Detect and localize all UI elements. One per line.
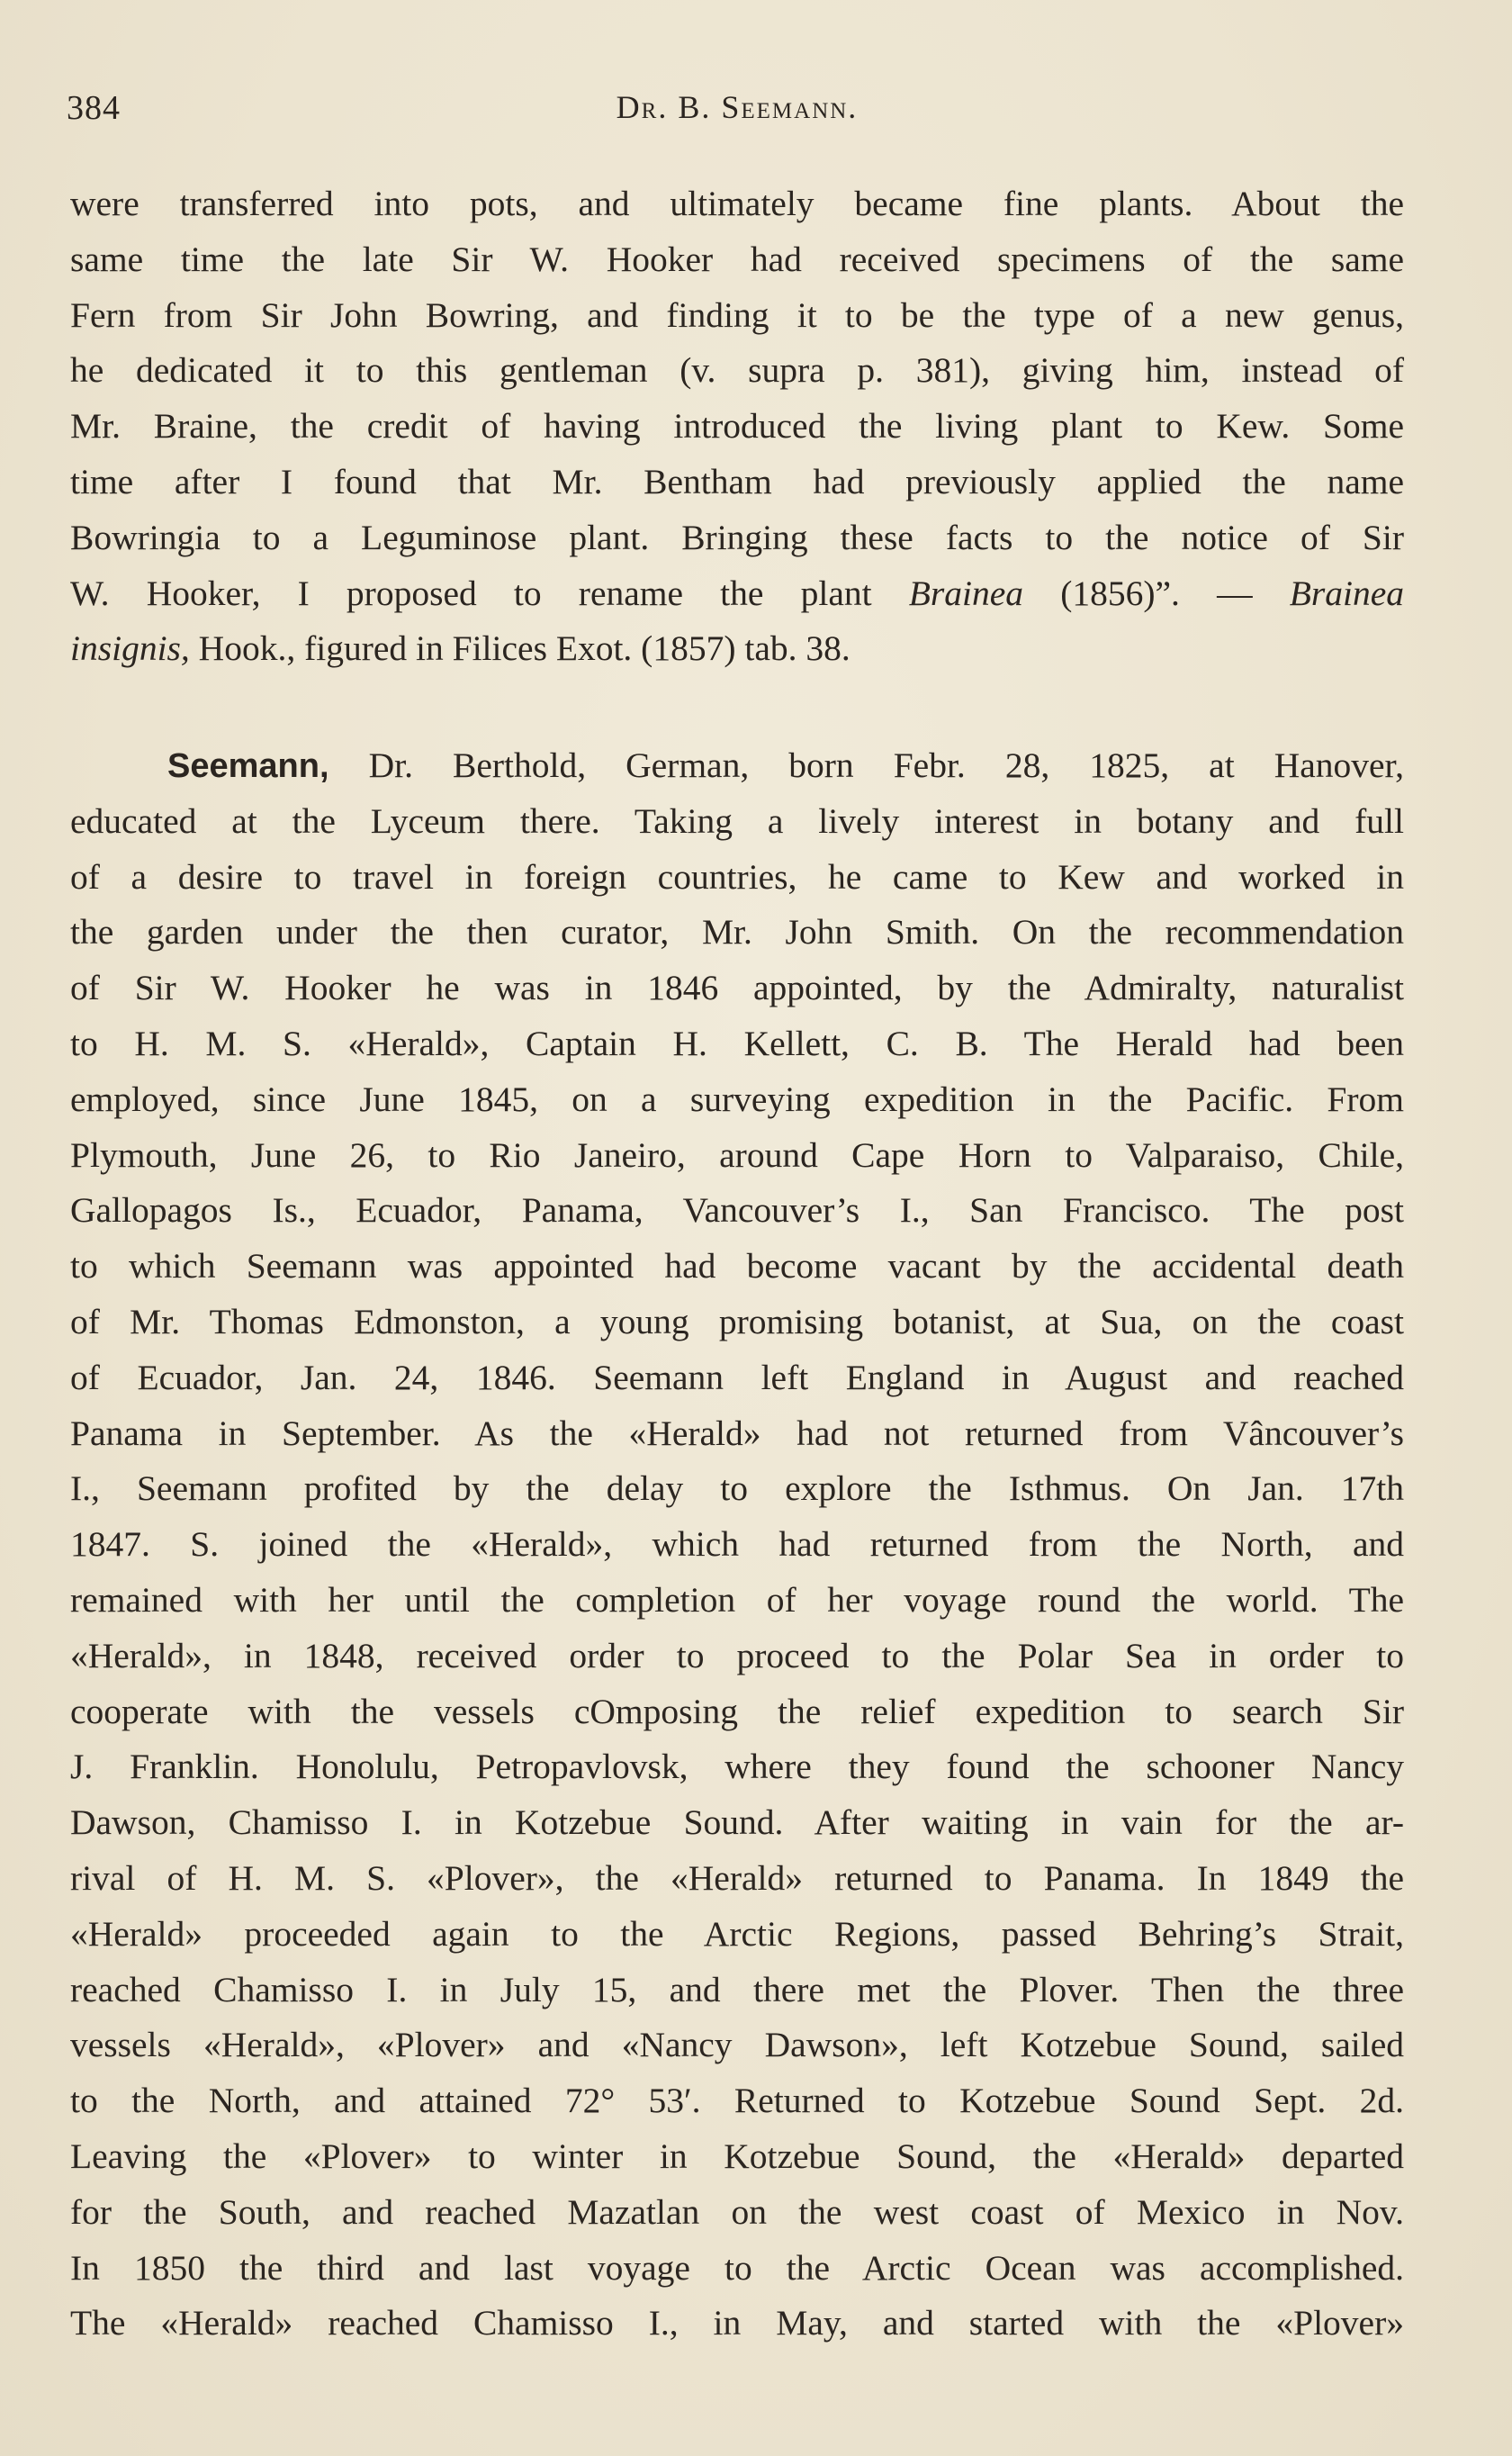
text-line: «Herald» proceeded again to the Arctic Regions, passed Behring’s Strait, xyxy=(70,1913,1404,1954)
text-line: Gallopagos Is., Ecuador, Panama, Vancouver’s I., San Francisco. The post xyxy=(70,1190,1404,1231)
paragraph-seemann-entry xyxy=(70,738,1404,2352)
text-line: of Mr. Thomas Edmonston, a young promising botanist, at Sua, on the coast xyxy=(70,1301,1404,1341)
text-line: of Ecuador, Jan. 24, 1846. Seemann left England in August and reached xyxy=(70,1357,1404,1397)
text-line: remained with her until the completion of her voyage round the world. The xyxy=(70,1579,1404,1620)
text-line: I., Seemann profited by the delay to explore the Isthmus. On Jan. 17th xyxy=(70,1468,1404,1509)
running-title: Dr. B. Seemann. xyxy=(616,89,859,125)
paragraph-braine xyxy=(70,176,1404,677)
genus-name-italic: Brainea xyxy=(1289,573,1405,613)
text-line: Leaving the «Plover» to winter in Kotzebue Sound, the «Herald» departed xyxy=(70,2135,1404,2176)
text-line: cooperate with the vessels cOmposing the relief expedition to search Sir xyxy=(70,1691,1404,1731)
species-name-italic: insignis, xyxy=(70,628,190,669)
text-line: time after I found that Mr. Bentham had previously applied the name xyxy=(70,461,1404,501)
text-line: for the South, and reached Mazatlan on the west coast of Mexico in Nov. xyxy=(70,2191,1404,2232)
entry-name: Seemann, xyxy=(167,747,329,785)
text-run: W. Hooker, I proposed to rename the plant xyxy=(70,573,909,613)
text-line xyxy=(70,621,1404,677)
text-line: Panama in September. As the «Herald» had not returned from Vâncouver’s xyxy=(70,1413,1404,1453)
page-number: 384 xyxy=(67,89,121,127)
text-line: to which Seemann was appointed had become vacant by the accidental death xyxy=(70,1246,1404,1287)
text-line: Fern from Sir John Bowring, and finding it to be the type of a new genus, xyxy=(70,294,1404,335)
text-run: Hook., figured in Filices Exot. (1857) tab. 38. xyxy=(189,628,850,669)
text-line: were transferred into pots, and ultimately became fine plants. About the xyxy=(70,184,1404,223)
text-line: of a desire to travel in foreign countries, he came to Kew and worked in xyxy=(70,856,1404,897)
text-line: Bowringia to a Leguminose plant. Bringing these facts to the notice of Sir xyxy=(70,517,1404,557)
text-line: The «Herald» reached Chamisso I., in May, and started with the «Plover» xyxy=(70,2303,1404,2343)
text-run: Dr. Berthold, German, born Febr. 28, 1825, at Hanover, xyxy=(328,745,1404,785)
text-line: In 1850 the third and last voyage to the Arctic Ocean was accomplished. xyxy=(70,2247,1404,2288)
text-line: rival of H. M. S. «Plover», the «Herald» returned to Panama. In 1849 the xyxy=(70,1857,1404,1898)
text-line: to the North, and attained 72° 53′. Returned to Kotzebue Sound Sept. 2d. xyxy=(70,2081,1404,2121)
text-line: he dedicated it to this gentleman (v. supra p. 381), giving him, instead of xyxy=(70,350,1404,391)
text-line: Dawson, Chamisso I. in Kotzebue Sound. After waiting in vain for the ar- xyxy=(70,1802,1404,1843)
text-line: Plymouth, June 26, to Rio Janeiro, around Cape Horn to Valparaiso, Chile, xyxy=(70,1134,1404,1175)
text-line: to H. M. S. «Herald», Captain H. Kellett, C. B. The Herald had been xyxy=(70,1023,1404,1063)
text-line xyxy=(70,566,1404,622)
text-line: J. Franklin. Honolulu, Petropavlovsk, where they found the schooner Nancy xyxy=(70,1747,1404,1787)
running-head xyxy=(67,88,1408,139)
text-run: (1856)”. — xyxy=(1023,573,1290,613)
text-line: «Herald», in 1848, received order to proceed to the Polar Sea in order to xyxy=(70,1635,1404,1675)
text-line: educated at the Lyceum there. Taking a lively interest in botany and full xyxy=(70,800,1404,841)
text-line xyxy=(70,738,1404,794)
text-line: Mr. Braine, the credit of having introduced the living plant to Kew. Some xyxy=(70,406,1404,447)
text-line: 1847. S. joined the «Herald», which had returned from the North, and xyxy=(70,1524,1404,1565)
text-line: employed, since June 1845, on a surveying expedition in the Pacific. From xyxy=(70,1079,1404,1119)
text-line: vessels «Herald», «Plover» and «Nancy Dawson», left Kotzebue Sound, sailed xyxy=(70,2025,1404,2065)
text-line: same time the late Sir W. Hooker had received specimens of the same xyxy=(70,239,1404,279)
text-line: reached Chamisso I. in July 15, and there met the Plover. Then the three xyxy=(70,1969,1404,2009)
text-line: of Sir W. Hooker he was in 1846 appointed, by the Admiralty, naturalist xyxy=(70,968,1404,1008)
text-line: the garden under the then curator, Mr. John Smith. On the recommendation xyxy=(70,912,1404,953)
genus-name-italic: Brainea xyxy=(908,573,1024,613)
